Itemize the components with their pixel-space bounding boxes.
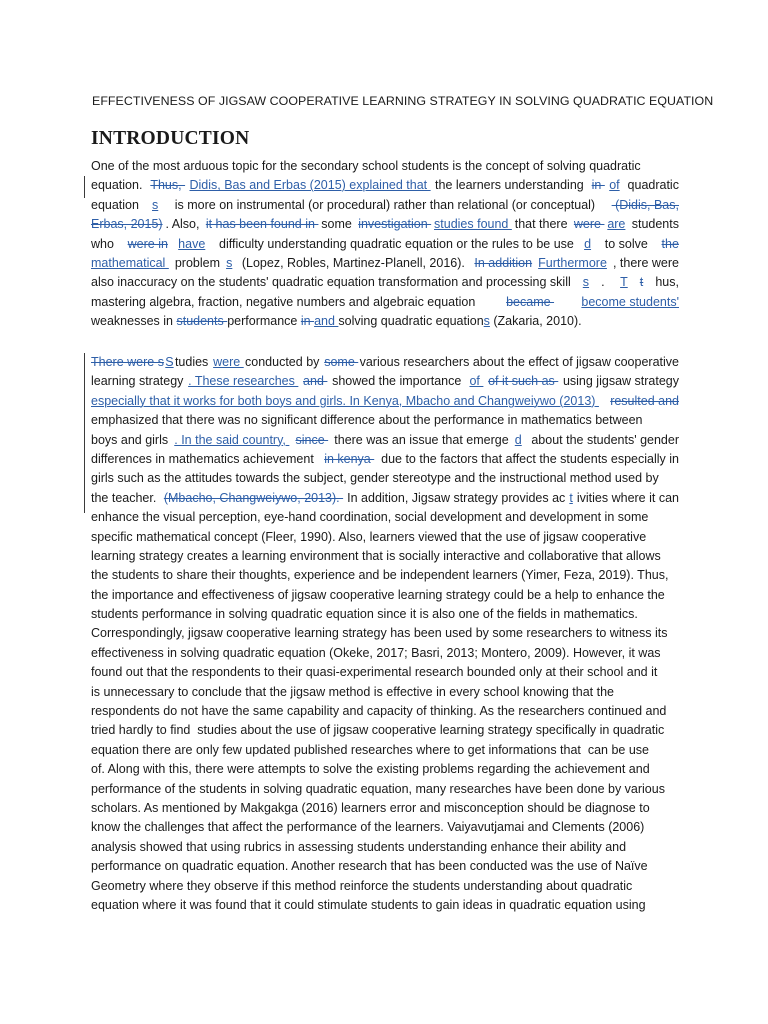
- text-run: problem: [174, 255, 221, 270]
- inserted-text: of: [469, 374, 484, 389]
- document-title: EFFECTIVENESS OF JIGSAW COOPERATIVE LEARNING STRATEGY IN SOLVING QUADRATIC EQUATION: [92, 94, 714, 108]
- text-line: [91, 176, 679, 195]
- inserted-text: mathematical: [91, 255, 169, 270]
- text-line: [91, 566, 679, 585]
- text-line: [91, 702, 679, 721]
- deleted-text: In addition: [474, 255, 533, 270]
- text-run: who: [91, 236, 118, 251]
- text-line: [91, 586, 679, 605]
- text-line: [91, 547, 679, 566]
- text-run: girls such as the attitudes towards the subject, gender stereotype and the instructional method used by: [91, 471, 659, 486]
- text-line: [91, 605, 679, 624]
- text-run: quadratic: [624, 178, 679, 193]
- deleted-text: students: [176, 314, 228, 329]
- text-run: learning strategy: [91, 374, 184, 389]
- text-line: [91, 896, 679, 915]
- text-line: [91, 508, 679, 527]
- inserted-text: were: [213, 355, 244, 369]
- text-line: [91, 818, 679, 837]
- change-bar: [84, 176, 85, 198]
- text-line: [91, 254, 679, 273]
- deleted-text: Thus,: [150, 178, 186, 193]
- text-run: ivities where it can: [576, 490, 679, 505]
- text-line: [91, 431, 679, 450]
- text-run: the learners understanding: [435, 178, 588, 193]
- text-run: , there were: [612, 255, 679, 270]
- inserted-text: studies found: [434, 217, 512, 232]
- text-line: [91, 157, 679, 176]
- deleted-text: There were s: [91, 355, 164, 369]
- text-line: [91, 469, 679, 488]
- text-line: [91, 799, 679, 818]
- text-run: equation: [91, 197, 139, 212]
- text-run: students performance in solving quadratic equation since it is also one of the fields in mathematics.: [91, 607, 638, 622]
- text-run: solving quadratic equation: [338, 314, 484, 329]
- inserted-text: Didis, Bas and Erbas (2015) explained that: [189, 178, 431, 193]
- deleted-text: in kenya: [324, 451, 375, 466]
- text-run: performance on quadratic equation. Another research that has been conducted was the use of Naïve: [91, 859, 648, 874]
- text-run: is unnecessary to conclude that the jigsaw method is effective in every school knowing that the: [91, 684, 614, 699]
- deleted-text: the: [661, 236, 679, 251]
- text-line: [91, 721, 679, 740]
- text-run: In addition, Jigsaw strategy provides ac: [347, 490, 566, 505]
- text-run: One of the most arduous topic for the secondary school students is the concept of solving quadratic: [91, 159, 641, 173]
- text-run: tried hardly to find studies about the use of jigsaw cooperative learning strategy specifically in quadratic: [91, 723, 665, 738]
- inserted-text: T: [620, 275, 628, 290]
- text-line: [91, 838, 679, 857]
- text-run: respondents do not have the same capability and capacity of thinking. As the researchers continued and: [91, 704, 667, 719]
- text-line: [91, 450, 679, 469]
- text-run: using jigsaw strategy: [562, 374, 679, 389]
- inserted-text: s: [226, 255, 233, 270]
- text-run: weaknesses in: [91, 314, 177, 329]
- text-run: know the challenges that affect the performance of the learners. Vaiyavutjamai and Clements (2006): [91, 820, 645, 835]
- text-line: [91, 489, 679, 508]
- text-line: [91, 411, 679, 430]
- deleted-text: some: [324, 355, 359, 369]
- text-run: differences in mathematics achievement: [91, 451, 318, 466]
- text-line: [91, 273, 679, 292]
- text-line: [91, 857, 679, 876]
- text-line: [91, 683, 679, 702]
- text-run: tudies: [174, 355, 212, 369]
- text-run: enhance the visual perception, eye-hand coordination, social development and development in some: [91, 510, 649, 525]
- text-run: Geometry where they observe if this method reinforce the students understanding about quadratic: [91, 878, 633, 893]
- deleted-text: in: [591, 178, 605, 193]
- text-run: is more on instrumental (or procedural) rather than relational (or conceptual): [171, 197, 599, 212]
- paragraph: [91, 157, 679, 332]
- inserted-text: and: [314, 314, 339, 329]
- text-run: of. Along with this, there were attempts to solve the existing problems regarding the achievement and: [91, 762, 650, 777]
- inserted-text: s: [582, 275, 590, 290]
- deleted-text: and: [303, 374, 328, 389]
- inserted-text: of: [609, 178, 620, 193]
- text-line: [91, 780, 679, 799]
- inserted-text: have: [178, 236, 206, 251]
- inserted-text: s: [152, 197, 159, 212]
- text-run: found out that the respondents to their quasi-experimental research bounded only at their school and it: [91, 665, 658, 680]
- inserted-text: t: [569, 490, 573, 505]
- text-run: effectiveness in solving quadratic equation (Okeke, 2017; Basri, 2013; Montero, 2009). However, it was: [91, 645, 661, 660]
- text-run: . Also,: [165, 217, 203, 232]
- text-run: showed the importance: [332, 374, 465, 389]
- text-run: some: [321, 217, 356, 232]
- text-run: analysis showed that using rubrics in assessing students understanding enhance their ability and: [91, 839, 627, 854]
- deleted-text: were in: [127, 236, 168, 251]
- deleted-text: (Didis, Bas,: [611, 197, 679, 212]
- text-run: students: [628, 217, 679, 232]
- inserted-text: especially that it works for both boys and girls. In Kenya, Mbacho and Changweiywo (2013): [91, 393, 599, 408]
- text-line: [91, 663, 679, 682]
- inserted-text: become students': [581, 294, 679, 309]
- text-line: [91, 624, 679, 643]
- inserted-text: . These researches: [188, 374, 299, 389]
- deleted-text: of it such as: [488, 374, 559, 389]
- text-run: learning strategy creates a learning environment that is socially interactive and collaborative that allows: [91, 548, 661, 563]
- section-heading: INTRODUCTION: [91, 128, 250, 149]
- text-run: scholars. As mentioned by Makgakga (2016) learners error and misconception should be diagnose to: [91, 800, 650, 815]
- paragraph: [91, 353, 679, 915]
- text-run: to solve: [601, 236, 652, 251]
- inserted-text: are: [607, 217, 626, 232]
- text-run: due to the factors that affect the students especially in: [381, 451, 679, 466]
- text-line: [91, 644, 679, 663]
- text-line: [91, 215, 679, 234]
- deleted-text: it has been found in: [205, 217, 319, 232]
- inserted-text: d: [514, 432, 522, 447]
- deleted-text: in: [300, 314, 315, 329]
- text-run: the teacher.: [91, 490, 160, 505]
- inserted-text: . In the said country,: [174, 432, 290, 447]
- deleted-text: became: [506, 294, 555, 309]
- text-run: difficulty understanding quadratic equation or the rules to be use: [215, 236, 574, 251]
- text-line: [91, 353, 679, 372]
- deleted-text: investigation: [358, 217, 432, 232]
- text-run: performance of the students in solving quadratic equation, many researches have been done by various: [91, 781, 665, 796]
- text-run: (Lopez, Robles, Martinez-Planell, 2016).: [238, 255, 469, 270]
- text-run: .: [601, 275, 609, 290]
- text-run: hus,: [655, 275, 679, 290]
- inserted-text: S: [165, 355, 174, 369]
- text-line: [91, 293, 679, 312]
- text-line: [91, 741, 679, 760]
- text-run: boys and girls: [91, 432, 169, 447]
- deleted-text: t: [639, 275, 644, 290]
- text-run: emphasized that there was no significant difference about the performance in mathematics between: [91, 413, 643, 428]
- text-run: mastering algebra, fraction, negative numbers and algebraic equation: [91, 294, 479, 309]
- text-line: [91, 528, 679, 547]
- text-run: the importance and effectiveness of jigsaw cooperative learning strategy could be a help to enhance the: [91, 587, 665, 602]
- text-run: about the students' gender: [527, 432, 679, 447]
- text-run: also inaccuracy on the students' quadratic equation transformation and processing skill: [91, 275, 571, 290]
- inserted-text: Furthermore: [538, 255, 607, 270]
- text-run: that there: [514, 217, 572, 232]
- text-line: [91, 235, 679, 254]
- text-line: [91, 877, 679, 896]
- text-run: specific mathematical concept (Fleer, 1990). Also, learners viewed that the use of jigsaw cooperative: [91, 529, 647, 544]
- deleted-text: since: [295, 432, 329, 447]
- text-run: equation.: [91, 178, 146, 193]
- text-line: [91, 372, 679, 391]
- change-bar: [84, 353, 85, 513]
- text-run: performance: [227, 314, 301, 329]
- text-line: [91, 312, 679, 331]
- inserted-text: d: [584, 236, 592, 251]
- text-run: (Zakaria, 2010).: [489, 314, 582, 329]
- inserted-text: s: [483, 314, 490, 329]
- text-line: [91, 760, 679, 779]
- text-line: [91, 196, 679, 215]
- text-run: conducted by: [245, 355, 323, 369]
- text-line: [91, 392, 679, 411]
- deleted-text: (Mbacho, Changweiywo, 2013).: [163, 490, 344, 505]
- deleted-text: resulted and: [610, 393, 679, 408]
- text-run: the students to share their thoughts, experience and be independent learners (Yimer, Feza, 2019). Thus,: [91, 568, 669, 583]
- deleted-text: were: [573, 217, 605, 232]
- text-run: equation there are only few updated published researches where to get informations that can be use: [91, 742, 649, 757]
- text-run: equation where it was found that it could stimulate students to gain ideas in quadratic equation using: [91, 897, 646, 912]
- text-run: various researchers about the effect of jigsaw cooperative: [359, 355, 679, 369]
- deleted-text: Erbas, 2015): [91, 217, 163, 232]
- text-run: there was an issue that emerge: [334, 432, 509, 447]
- text-run: Correspondingly, jigsaw cooperative learning strategy has been used by some researchers to witness its: [91, 626, 668, 641]
